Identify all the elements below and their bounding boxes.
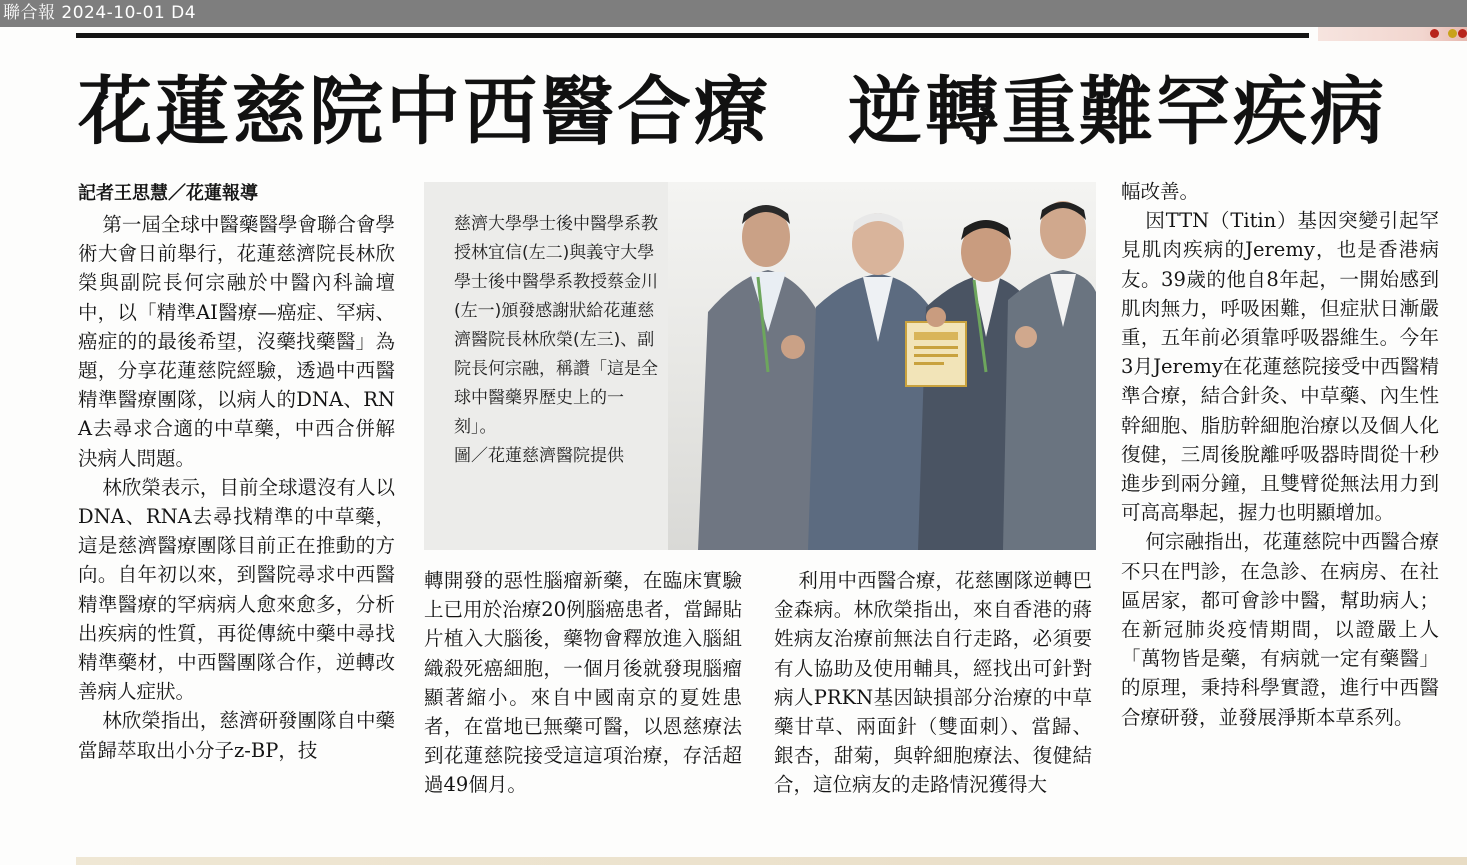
paragraph: 轉開發的惡性腦瘤新藥，在臨床實驗上已用於治療20例腦癌患者，當歸貼片植入大腦後，藥物會釋放進入腦組織殺死癌細胞，一個月後就發現腦瘤顯著縮小。來自中國南京的夏姓患者，在當地已無藥可醫，以恩慈療法到花蓮慈院接受這這項治療，存活超過49個月。 [424,569,742,797]
byline: 記者王思慧／花蓮報導 [78,183,258,204]
newspaper-name: 聯合報 [3,3,56,23]
publish-date: 2024-10-01 [61,3,166,23]
paragraph: 第一屆全球中醫藥醫學會聯合會學術大會日前舉行，花蓮慈濟院長林欣榮與副院長何宗融於中醫內科論壇中，以「精準AI醫療—癌症、罕病、癌症的的最後希望，沒藥找藥醫」為題，分享花蓮慈院經驗，透過中西醫精準醫療團隊，以病人的DNA、RNA去尋求合適的中草藥，中西合併解決病人問題。 [78,213,395,470]
news-photo [668,182,1096,550]
paragraph: 幅改善。 [1121,180,1200,203]
header-rule [76,33,1309,38]
clipping-header [0,0,1467,27]
paragraph: 何宗融指出，花蓮慈院中西醫合療不只在門診，在急診、在病房、在社區居家，都可會診中醫，幫助病人；在新冠肺炎疫情期間，以證嚴上人「萬物皆是藥，有病就一定有藥醫」的原理，秉持科學實證，進行中西醫合療研發，並發展淨斯本草系列。 [1121,530,1439,729]
paragraph: 林欣榮指出，慈濟研發團隊自中藥當歸萃取出小分子z-BP，技 [78,709,395,762]
photo-illustration [668,182,1096,550]
article-headline: 花蓮慈院中西醫合療 逆轉重難罕疾病 [78,69,1387,155]
article-column-3 [774,566,1092,800]
paragraph: 林欣榮表示，目前全球還沒有人以DNA、RNA去尋找精準的中草藥，這是慈濟醫療團隊目前正在推動的方向。自年初以來，到醫院尋求中西醫精準醫療的罕病病人愈來愈多，分析出疾病的性質，再從傳統中藥中尋找精準藥材，中西醫團隊合作，逆轉改善病人症狀。 [78,475,395,704]
photo-caption [454,210,666,471]
article-column-1 [78,210,395,765]
caption-text: 慈濟大學學士後中醫學系教授林宜信(左二)與義守大學學士後中醫學系教授蔡金川(左一)頒發感謝狀給花蓮慈濟醫院長林欣榮(左三)、副院長何宗融，稱讚「這是全球中醫藥界歷史上的一刻」。 [454,214,658,437]
paragraph: 因TTN（Titin）基因突變引起罕見肌肉疾病的Jeremy，也是香港病友。39歲的他自8年起，一開始感到肌肉無力，呼吸困難，但症狀日漸嚴重，五年前必須靠呼吸器維生。今年3月Jeremy在花蓮慈院接受中西醫精準合療，結合針灸、中草藥、內生性幹細胞、脂肪幹細胞治療以及個人化復健，三周後脫離呼吸器時間從十秒進步到兩分鐘，且雙臂從無法用力到可高高舉起，握力也明顯增加。 [1121,209,1439,525]
page-bottom-border [76,857,1467,865]
photo-credit: 圖／花蓮慈濟醫院提供 [454,446,624,466]
decorative-corner-art [1318,27,1467,41]
paragraph: 利用中西醫合療，花慈團隊逆轉巴金森病。林欣榮指出，來自香港的蔣姓病友治療前無法自行走路，必須要有人協助及使用輔具，經找出可針對病人PRKN基因缺損部分治療的中草藥甘草、兩面針（雙面刺）、當歸、銀杏，甜菊，與幹細胞療法、復健結合，這位病友的走路情況獲得大 [774,569,1092,797]
article-column-4 [1121,177,1439,732]
photo-block [424,182,1096,550]
page-number: D4 [171,3,197,23]
article-column-2 [424,566,742,800]
